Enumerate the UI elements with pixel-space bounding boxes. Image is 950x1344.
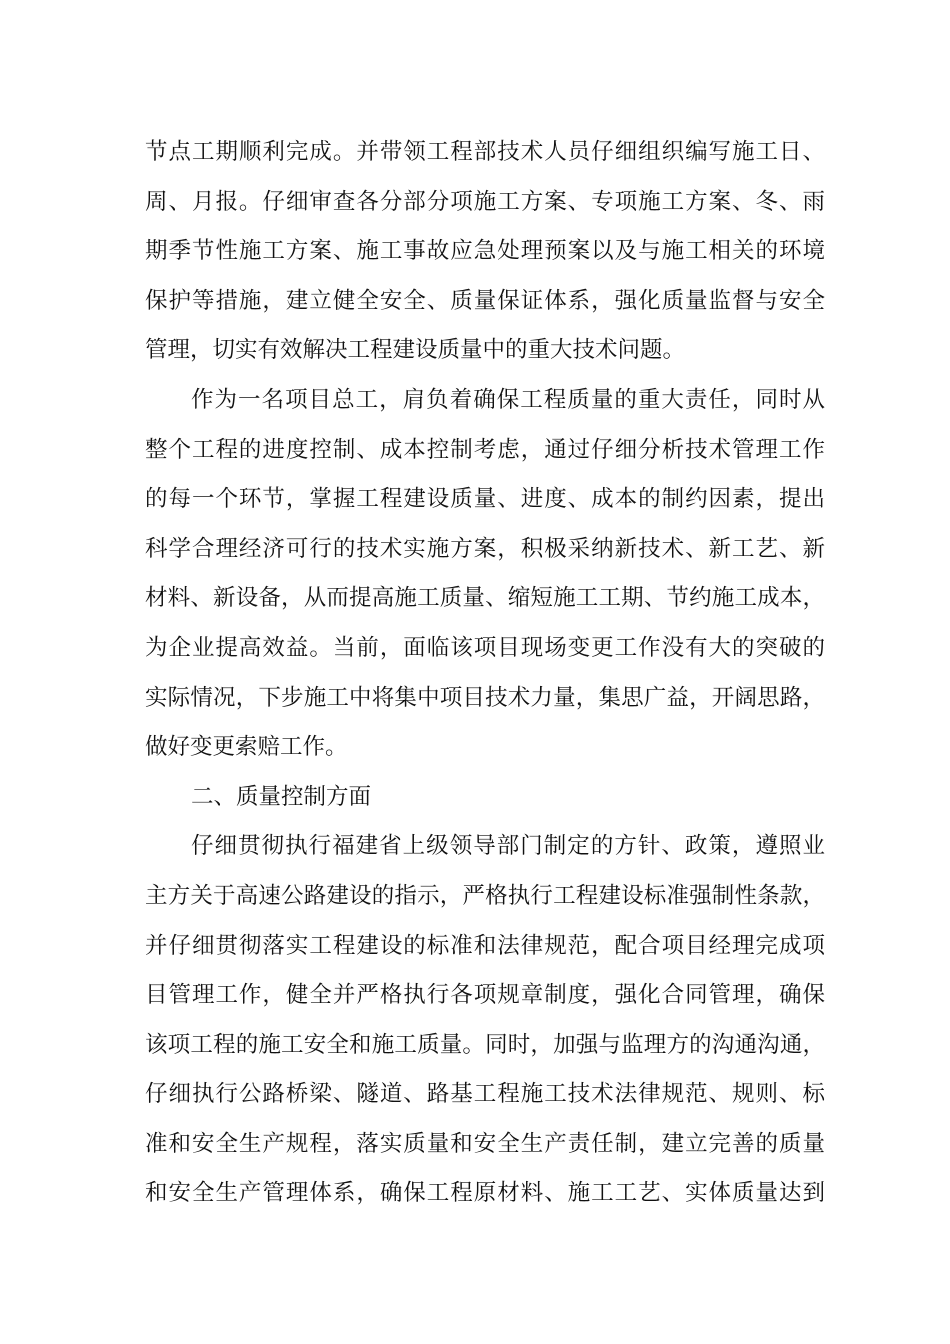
text-line: 做好变更索赔工作。 [145, 734, 348, 761]
text-line: 和安全生产管理体系，确保工程原材料、施工工艺、实体质量达到 [145, 1180, 825, 1207]
text-line: 保护等措施，建立健全安全、质量保证体系，强化质量监督与安全 [145, 287, 825, 314]
text-line: 的每一个环节，掌握工程建设质量、进度、成本的制约因素，提出 [145, 486, 825, 513]
text-line: 科学合理经济可行的技术实施方案，积极采纳新技术、新工艺、新 [145, 535, 825, 562]
text-line: 仔细执行公路桥梁、隧道、路基工程施工技术法律规范、规则、标 [145, 1081, 825, 1108]
text-line: 材料、新设备，从而提高施工质量、缩短施工工期、节约施工成本， [145, 585, 825, 612]
text-line: 为企业提高效益。当前，面临该项目现场变更工作没有大的突破的 [145, 634, 825, 661]
text-line: 并仔细贯彻落实工程建设的标准和法律规范，配合项目经理完成项 [145, 932, 825, 959]
text-line: 准和安全生产规程，落实质量和安全生产责任制，建立完善的质量 [145, 1130, 825, 1157]
text-line: 主方关于高速公路建设的指示，严格执行工程建设标准强制性条款， [145, 882, 825, 909]
text-line: 节点工期顺利完成。并带领工程部技术人员仔细组织编写施工日、 [145, 139, 825, 165]
text-line: 周、月报。仔细审查各分部分项施工方案、专项施工方案、冬、雨 [145, 188, 825, 215]
text-line: 实际情况，下步施工中将集中项目技术力量，集思广益，开阔思路， [145, 684, 825, 711]
text-line: 仔细贯彻执行福建省上级领导部门制定的方针、政策，遵照业 [191, 833, 825, 860]
text-line: 作为一名项目总工，肩负着确保工程质量的重大责任，同时从 [191, 386, 825, 413]
text-line: 二、质量控制方面 [191, 783, 372, 810]
text-line: 该项工程的施工安全和施工质量。同时，加强与监理方的沟通沟通， [145, 1031, 825, 1058]
text-line: 管理，切实有效解决工程建设质量中的重大技术问题。 [145, 337, 686, 364]
text-line: 期季节性施工方案、施工事故应急处理预案以及与施工相关的环境 [145, 238, 825, 265]
document-body [145, 128, 825, 1219]
text-line: 整个工程的进度控制、成本控制考虑，通过仔细分析技术管理工作 [145, 436, 825, 463]
text-line: 目管理工作，健全并严格执行各项规章制度，强化合同管理，确保 [145, 982, 825, 1009]
